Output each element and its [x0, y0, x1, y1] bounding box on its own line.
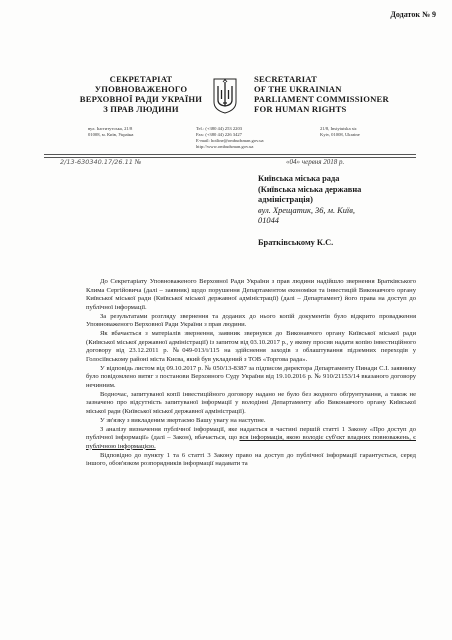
org-ua-line: З ПРАВ ЛЮДИНИ: [103, 104, 179, 114]
outgoing-number-prefix: №: [134, 158, 142, 166]
org-en-line: SECRETARIAT: [254, 74, 318, 84]
recipient-block: [258, 174, 361, 227]
org-name-english: [254, 74, 424, 114]
org-ua-line: СЕКРЕТАРІАТ: [109, 74, 173, 84]
body-paragraph: Як вбачається з матеріалів звернення, заявник звернувся до Виконавчого органу Київської міської ради (Київської міської державної адміністрації) із запитом від 03.10.2017 р., у якому просив надати копію інвестиційного договору від 23.12.2011 р. №049-013/і/115 на здійснення заходів з облаштування підземних переходів у Голосіївському районі міста Києва, який був укладений з ТОВ «Торгова рада».: [86, 330, 416, 363]
law-text-underlined: вся інформація, якою володіє суб'єкт владних повноважень, є публічною інформацією.: [86, 434, 416, 450]
org-ua-line: ВЕРХОВНОЇ РАДИ УКРАЇНИ: [79, 94, 203, 104]
fax-line: Fax: (+380 44) 226 3427: [196, 132, 242, 137]
outgoing-number-value: 2/13-630340.17/26.11: [60, 158, 133, 166]
letter-body: [86, 278, 416, 469]
org-name-ukrainian: [56, 74, 226, 114]
address-line: 21/8, Instytutska str.: [320, 126, 358, 131]
appendix-label: Додаток № 9: [390, 10, 436, 19]
address-line: 01008, м. Київ, Україна: [88, 132, 134, 137]
email-line: E-mail: hotline@ombudsman.gov.ua: [196, 138, 264, 143]
recipient-line: адміністрація): [258, 195, 313, 204]
org-en-line: OF THE UKRAINIAN: [254, 84, 342, 94]
phone-line: Tel.: (+380 44) 253 2203: [196, 126, 243, 131]
recipient-line: Київська міська рада: [258, 174, 340, 183]
website-line: http://www.ombudsman.gov.ua: [196, 144, 254, 149]
body-paragraph: За результатами розгляду звернення та доданих до нього копій документів було відкрито провадження Уповноваженого Верховної Ради України з прав людини.: [86, 312, 416, 328]
org-en-line: PARLIAMENT COMMISSIONER: [254, 94, 389, 104]
letter-date: «04» червня 2018 р.: [286, 158, 345, 166]
body-paragraph: У відповідь листом від 09.10.2017 р. № 050/13-8387 за підписом директора Департаменту Пинади С.І. заявнику було повідомлено витяг з постанови Верховного Суду України від 19.10.2016 р. № 910/21153/14 вказаного договору нечинним.: [86, 364, 416, 389]
recipient-line: (Київська міська державна: [258, 184, 362, 194]
address-ukrainian: [88, 126, 133, 138]
org-en-line: FOR HUMAN RIGHTS: [254, 104, 347, 114]
addressee-name: Братківському К.С.: [258, 238, 334, 247]
body-paragraph: До Секретаріату Уповноваженого Верховної Ради України з прав людини надійшло звернення Братківського Клима Сергійовича (далі – заявник) щодо порушення Департаментом економіки та інвестицій Виконавчого органу Київської міської ради (Київської міської державної адміністрації) (далі – Департамент) його права на доступ до публічної інформації.: [86, 278, 416, 311]
recipient-address: вул. Хрещатик, 36, м. Київ,: [258, 205, 355, 215]
recipient-postcode: 01044: [258, 216, 279, 225]
contact-block: [196, 126, 264, 150]
body-paragraph: Відповідно до пункту 1 та 6 статті 3 Закону право на доступ до публічної інформації гарантується, серед іншого, обов'язком розпорядників інформації надавати та: [86, 451, 416, 467]
body-paragraph-law: [86, 426, 416, 452]
body-paragraph: У зв'язку з викладеним звертаємо Вашу увагу на наступне.: [100, 416, 266, 424]
law-text: З аналізу визначення публічної інформації, яке надається в частині першій статті 1 Закону «Про доступ до публічної інформації» (далі – Закон), вбачається, що: [86, 425, 416, 441]
address-line: Kyiv, 01008, Ukraine: [320, 132, 360, 137]
body-paragraph: Водночас, запитуваної копії інвестиційного договору надано не було без жодного обґрунтування, а також не зазначено про відсутність запитуваної інформації у володінні Департаменту або Виконавчого органу Київської міської ради (Київської міської державної адміністрації).: [86, 390, 416, 415]
trident-emblem-icon: [212, 76, 238, 114]
address-line: вул. Інститутська, 21/8: [88, 126, 133, 131]
org-ua-line: УПОВНОВАЖЕНОГО: [94, 84, 188, 94]
header-divider: [44, 154, 416, 155]
outgoing-number: [60, 158, 141, 166]
address-english: [320, 126, 360, 138]
